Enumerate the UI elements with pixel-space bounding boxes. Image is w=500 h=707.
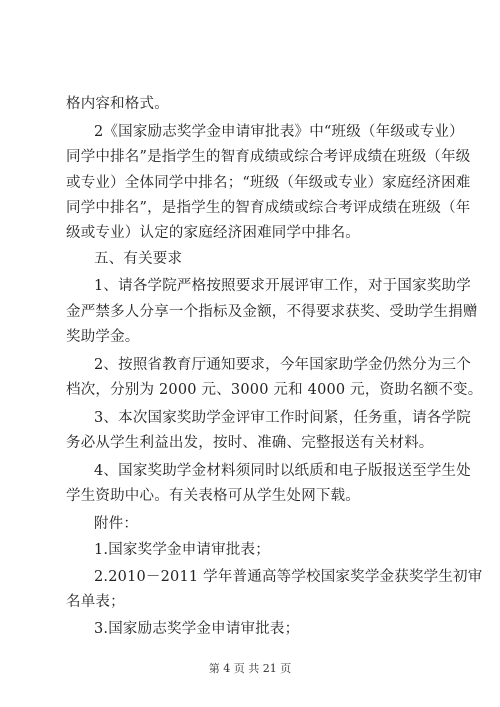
text-line-10: 奖助学金。 [66, 329, 140, 345]
text-line-13: 3、本次国家奖助学金评审工作时间紧，任务重，请各学院 [94, 410, 471, 426]
text-line-6: 级或专业）认定的家庭经济困难同学中排名。 [66, 225, 360, 241]
section-heading: 五、有关要求 [94, 251, 183, 267]
text-line-16: 学生资助中心。有关表格可从学生处网下载。 [66, 488, 360, 504]
text-line-15: 4、国家奖助学金材料须同时以纸质和电子版报送至学生处 [94, 463, 471, 479]
text-line-4: 或专业）全体同学中排名；“班级（年级或专业）家庭经济困难 [66, 175, 471, 191]
attachment-item-2-cont: 名单表； [66, 594, 125, 610]
text-line-14: 务必从学生利益出发，按时、准确、完整报送有关材料。 [66, 435, 434, 451]
text-line-11: 2、按照省教育厅通知要求，今年国家助学金仍然分为三个 [94, 357, 471, 373]
attachment-item-2: 2.2010－2011 学年普通高等学校国家奖学金获奖学生初审 [94, 569, 483, 585]
text-line-12: 档次，分别为 2000 元、3000 元和 4000 元，资助名额不变。 [66, 382, 483, 398]
text-line-3: 同学中排名”是指学生的智育成绩或综合考评成绩在班级（年级 [66, 149, 471, 165]
attachment-item-1: 1.国家奖学金申请审批表； [94, 542, 270, 558]
attachment-item-3: 3.国家励志奖学金申请审批表； [94, 621, 300, 637]
text-line-8: 1、请各学院严格按照要求开展评审工作，对于国家奖助学 [94, 278, 471, 294]
page-footer: 第 4 页 共 21 页 [208, 662, 292, 675]
text-line-9: 金严禁多人分享一个指标及金额，不得要求获奖、受助学生捐赠 [66, 304, 478, 320]
attachments-heading: 附件： [94, 516, 139, 532]
text-line-5: 同学中排名”，是指学生的智育成绩或综合考评成绩在班级（年 [66, 200, 471, 216]
text-line-2: 2《国家励志奖学金申请审批表》中“班级（年级或专业） [94, 124, 464, 140]
text-line-1: 格内容和格式。 [66, 96, 169, 112]
